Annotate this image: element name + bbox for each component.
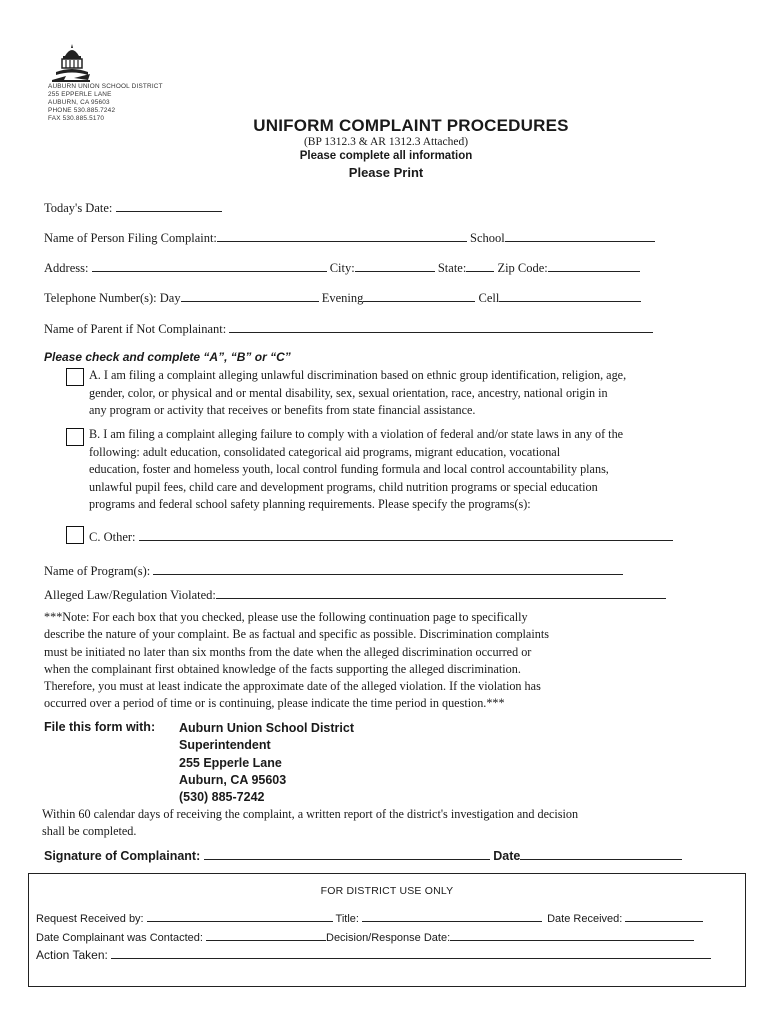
note-line: must be initiated no later than six months from the date when the alleged discrimination occurred or	[44, 644, 532, 659]
district-use-box	[28, 873, 746, 987]
note-line: occurred over a period of time or is continuing, please indicate the time period in question.***	[44, 696, 505, 711]
address-row	[44, 259, 640, 276]
file-with-line: 255 Epperle Lane	[179, 755, 282, 770]
address-line: AUBURN, CA 95603	[48, 99, 110, 106]
staff-title-label: Title:	[335, 913, 359, 925]
date-contacted-label: Date Complainant was Contacted:	[36, 932, 203, 944]
file-with-line: Superintendent	[179, 738, 271, 753]
option-a-line: gender, color, or physical and or mental disability, sex, sexual orientation, race, ancestry, national origin in	[89, 385, 608, 400]
option-a-text	[89, 367, 626, 420]
school-label: School	[470, 231, 505, 245]
address-line: AUBURN UNION SCHOOL DISTRICT	[48, 83, 163, 90]
instruction-complete: Please complete all information	[299, 150, 473, 162]
todays-date-field[interactable]	[116, 199, 222, 212]
city-label: City:	[329, 261, 355, 275]
law-label: Alleged Law/Regulation Violated:	[44, 588, 216, 602]
programs-label: Name of Program(s):	[44, 564, 151, 578]
zip-field[interactable]	[548, 259, 640, 272]
programs-field[interactable]	[153, 562, 623, 575]
name-filing-field[interactable]	[217, 229, 467, 242]
action-taken-field[interactable]	[111, 948, 711, 959]
date-contacted-field[interactable]	[206, 930, 326, 941]
note-line: Therefore, you must at least indicate the approximate date of the alleged violation. If the violation has	[44, 679, 541, 694]
telephone-day-label: Telephone Number(s): Day	[44, 291, 181, 305]
address-line: FAX 530.885.5170	[48, 115, 105, 122]
check-instructions: Please check and complete “A”, “B” or “C”	[44, 350, 291, 364]
instruction-print: Please Print	[348, 165, 424, 180]
instruction-complete-wrap	[0, 150, 770, 162]
decision-date-field[interactable]	[450, 930, 694, 941]
district-use-title: FOR DISTRICT USE ONLY	[320, 885, 454, 897]
parent-label: Name of Parent if Not Complainant:	[44, 322, 227, 336]
evening-field[interactable]	[363, 289, 475, 302]
option-b-line: programs and federal school safety planning requirements. Please specify the programs(s):	[89, 497, 531, 511]
date-received-label: Date Received:	[547, 913, 623, 925]
staff-title-field[interactable]	[362, 911, 542, 922]
instruction-print-wrap	[0, 165, 770, 180]
date-received-field[interactable]	[625, 911, 703, 922]
option-b-checkbox[interactable]	[66, 428, 84, 446]
option-c-row	[89, 528, 673, 545]
parent-row	[44, 320, 653, 337]
school-field[interactable]	[505, 229, 655, 242]
parent-field[interactable]	[229, 320, 653, 333]
law-field[interactable]	[216, 586, 666, 599]
name-filing-label: Name of Person Filing Complaint:	[44, 231, 217, 245]
timeline-line: shall be completed.	[42, 824, 137, 838]
zip-label: Zip Code:	[497, 261, 548, 275]
date-contacted-row	[36, 930, 694, 944]
telephone-row	[44, 289, 641, 306]
option-a-line: any program or activity that receives or benefits from state financial assistance.	[89, 403, 476, 417]
cell-field[interactable]	[499, 289, 641, 302]
note-line: ***Note: For each box that you checked, please use the following continuation page to specifically	[44, 610, 528, 624]
request-received-row	[36, 911, 703, 925]
option-b-line: B. I am filing a complaint alleging failure to comply with a violation of federal and/or state laws in any of the	[89, 427, 624, 441]
signature-date-field[interactable]	[520, 847, 682, 860]
option-b-line: following: adult education, consolidated categorical aid programs, migrant education, vocational	[89, 444, 561, 459]
todays-date-row	[44, 199, 222, 216]
state-field[interactable]	[466, 259, 494, 272]
action-taken-label: Action Taken:	[36, 948, 108, 962]
file-with-label: File this form with:	[44, 720, 156, 734]
address-line: PHONE 530.885.7242	[48, 107, 116, 114]
state-label: State:	[437, 261, 467, 275]
option-c-checkbox[interactable]	[66, 526, 84, 544]
timeline-line: Within 60 calendar days of receiving the complaint, a written report of the district's investigation and decision	[42, 807, 579, 821]
option-b-line: unlawful pupil fees, child care and development programs, child nutrition programs or special education	[89, 479, 598, 494]
file-with-address	[179, 720, 354, 806]
todays-date-label: Today's Date:	[44, 201, 113, 215]
signature-label: Signature of Complainant:	[44, 849, 201, 863]
request-received-label: Request Received by:	[36, 913, 144, 925]
request-received-field[interactable]	[147, 911, 333, 922]
address-label: Address:	[44, 261, 89, 275]
continuation-note	[44, 609, 604, 713]
signature-date-label: Date	[493, 849, 521, 863]
action-taken-row	[36, 948, 711, 962]
address-line: 255 EPPERLE LANE	[48, 91, 112, 98]
law-row	[44, 586, 666, 603]
address-field[interactable]	[92, 259, 327, 272]
district-seal-logo	[50, 42, 94, 84]
policy-reference: (BP 1312.3 & AR 1312.3 Attached)	[303, 136, 469, 148]
option-a-line: A. I am filing a complaint alleging unlawful discrimination based on ethnic group identification, religion, age,	[89, 368, 627, 382]
policy-reference-wrap	[0, 136, 770, 148]
decision-date-label: Decision/Response Date:	[326, 932, 451, 944]
name-filing-row	[44, 229, 655, 246]
file-with-line: (530) 885-7242	[179, 790, 265, 805]
cell-label: Cell	[478, 291, 500, 305]
evening-label: Evening	[321, 291, 364, 305]
file-with-line: Auburn Union School District	[179, 721, 354, 735]
signature-row	[44, 847, 682, 863]
telephone-day-field[interactable]	[181, 289, 319, 302]
option-b-text	[89, 426, 623, 514]
programs-row	[44, 562, 623, 579]
note-line: when the complainant first obtained knowledge of the facts supporting the alleged discrimination.	[44, 661, 521, 676]
timeline-statement	[42, 806, 662, 840]
file-with-line: Auburn, CA 95603	[179, 772, 287, 787]
form-title: UNIFORM COMPLAINT PROCEDURES	[253, 116, 569, 135]
option-b-line: education, foster and homeless youth, local control funding formula and local control accountability plans,	[89, 462, 609, 476]
city-field[interactable]	[355, 259, 435, 272]
form-title-wrap	[0, 116, 770, 136]
note-line: describe the nature of your complaint. Be as factual and specific as possible. Discrimination complaints	[44, 627, 549, 642]
option-c-label: C. Other:	[89, 530, 136, 544]
option-a-checkbox[interactable]	[66, 368, 84, 386]
signature-field[interactable]	[204, 847, 490, 860]
option-c-field[interactable]	[139, 528, 673, 541]
